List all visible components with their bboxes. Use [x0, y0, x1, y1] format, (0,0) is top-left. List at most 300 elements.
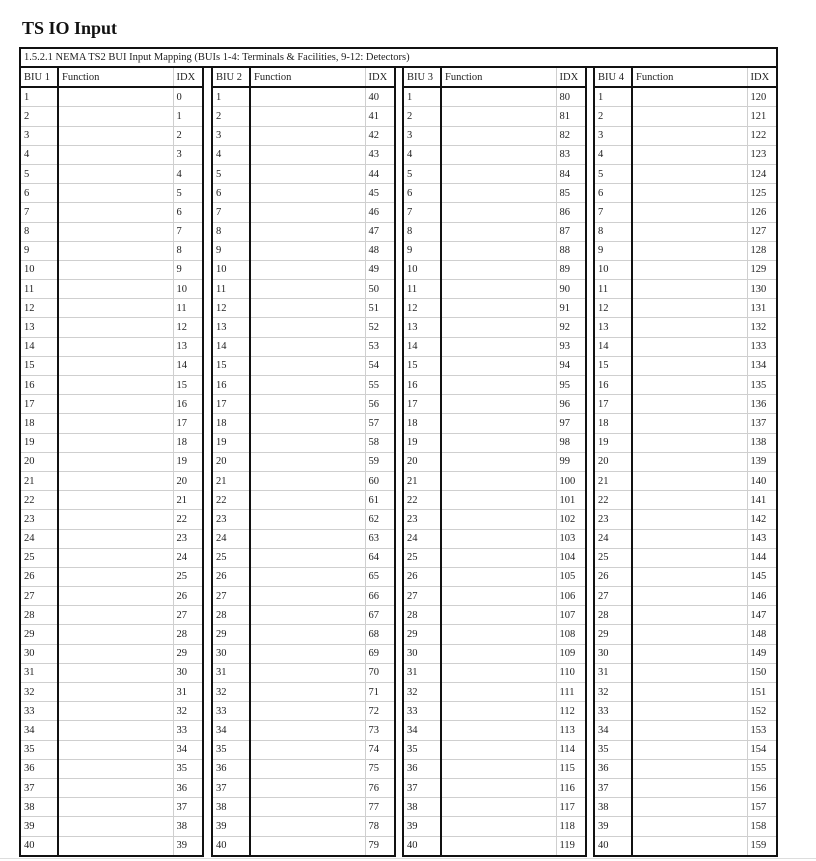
- function-cell[interactable]: [441, 222, 556, 241]
- function-cell[interactable]: [441, 241, 556, 260]
- idx-cell: 22: [173, 510, 203, 529]
- function-cell[interactable]: [250, 510, 365, 529]
- function-cell[interactable]: [250, 318, 365, 337]
- group-gap: [586, 702, 594, 721]
- biu-input-number: 19: [212, 433, 250, 452]
- function-cell[interactable]: [250, 376, 365, 395]
- idx-cell: 152: [747, 702, 777, 721]
- function-cell[interactable]: [441, 606, 556, 625]
- function-cell[interactable]: [632, 395, 747, 414]
- function-cell[interactable]: [632, 241, 747, 260]
- biu-input-number: 19: [594, 433, 632, 452]
- biu-input-number: 38: [594, 798, 632, 817]
- function-cell[interactable]: [441, 683, 556, 702]
- biu-input-number: 4: [20, 145, 58, 164]
- biu-input-number: 33: [212, 702, 250, 721]
- idx-cell: 136: [747, 395, 777, 414]
- function-cell[interactable]: [441, 510, 556, 529]
- function-cell[interactable]: [632, 644, 747, 663]
- function-cell[interactable]: [441, 260, 556, 279]
- idx-cell: 14: [173, 356, 203, 375]
- function-cell[interactable]: [441, 164, 556, 183]
- function-cell[interactable]: [58, 395, 173, 414]
- biu-input-number: 15: [212, 356, 250, 375]
- biu-input-number: 6: [594, 184, 632, 203]
- function-cell[interactable]: [58, 817, 173, 836]
- function-cell[interactable]: [632, 491, 747, 510]
- biu-input-number: 16: [594, 376, 632, 395]
- function-cell[interactable]: [250, 471, 365, 490]
- function-cell[interactable]: [58, 452, 173, 471]
- biu-input-number: 16: [20, 376, 58, 395]
- idx-cell: 137: [747, 414, 777, 433]
- idx-cell: 117: [556, 798, 586, 817]
- idx-cell: 82: [556, 126, 586, 145]
- function-cell[interactable]: [58, 356, 173, 375]
- group-gap: [395, 798, 403, 817]
- function-cell[interactable]: [250, 740, 365, 759]
- biu-input-number: 15: [594, 356, 632, 375]
- idx-cell: 57: [365, 414, 395, 433]
- function-cell[interactable]: [632, 87, 747, 107]
- idx-cell: 31: [173, 683, 203, 702]
- idx-cell: 80: [556, 87, 586, 107]
- biu-input-number: 28: [20, 606, 58, 625]
- function-cell[interactable]: [632, 721, 747, 740]
- function-cell[interactable]: [441, 337, 556, 356]
- function-cell[interactable]: [632, 471, 747, 490]
- function-cell[interactable]: [58, 625, 173, 644]
- function-cell[interactable]: [250, 567, 365, 586]
- group-gap: [203, 625, 212, 644]
- idx-cell: 139: [747, 452, 777, 471]
- function-cell[interactable]: [632, 836, 747, 856]
- function-cell[interactable]: [58, 663, 173, 682]
- group-gap: [203, 644, 212, 663]
- idx-cell: 62: [365, 510, 395, 529]
- function-cell[interactable]: [441, 663, 556, 682]
- function-cell[interactable]: [441, 836, 556, 856]
- function-cell[interactable]: [58, 683, 173, 702]
- group-gap: [203, 471, 212, 490]
- function-cell[interactable]: [632, 376, 747, 395]
- function-cell[interactable]: [441, 529, 556, 548]
- function-cell[interactable]: [250, 759, 365, 778]
- function-cell[interactable]: [58, 222, 173, 241]
- group-gap: [395, 67, 403, 87]
- function-cell[interactable]: [250, 625, 365, 644]
- function-cell[interactable]: [632, 356, 747, 375]
- function-cell[interactable]: [441, 721, 556, 740]
- table-caption-row: [20, 48, 777, 67]
- idx-cell: 11: [173, 299, 203, 318]
- group-gap: [395, 606, 403, 625]
- function-cell[interactable]: [632, 145, 747, 164]
- function-cell[interactable]: [58, 778, 173, 797]
- idx-cell: 99: [556, 452, 586, 471]
- function-cell[interactable]: [250, 702, 365, 721]
- table-row: [20, 356, 777, 375]
- function-cell[interactable]: [58, 184, 173, 203]
- function-cell[interactable]: [632, 318, 747, 337]
- idx-cell: 58: [365, 433, 395, 452]
- group-gap: [203, 817, 212, 836]
- function-cell[interactable]: [250, 817, 365, 836]
- biu-input-number: 11: [403, 280, 441, 299]
- biu-input-number: 12: [594, 299, 632, 318]
- biu-input-number: 15: [403, 356, 441, 375]
- function-cell[interactable]: [632, 702, 747, 721]
- idx-cell: 26: [173, 587, 203, 606]
- idx-cell: 8: [173, 241, 203, 260]
- biu-input-number: 26: [594, 567, 632, 586]
- idx-cell: 73: [365, 721, 395, 740]
- function-cell[interactable]: [58, 759, 173, 778]
- function-cell[interactable]: [58, 241, 173, 260]
- group-gap: [395, 702, 403, 721]
- idx-cell: 95: [556, 376, 586, 395]
- function-cell[interactable]: [250, 836, 365, 856]
- function-cell[interactable]: [441, 395, 556, 414]
- biu-input-number: 24: [403, 529, 441, 548]
- biu-input-number: 36: [594, 759, 632, 778]
- function-cell[interactable]: [250, 395, 365, 414]
- function-cell[interactable]: [632, 107, 747, 126]
- function-cell[interactable]: [441, 280, 556, 299]
- biu-input-number: 4: [594, 145, 632, 164]
- idx-cell: 121: [747, 107, 777, 126]
- page-divider: [0, 858, 816, 859]
- function-cell[interactable]: [441, 318, 556, 337]
- group-gap: [586, 299, 594, 318]
- biu-input-number: 25: [403, 548, 441, 567]
- function-cell[interactable]: [632, 683, 747, 702]
- function-cell[interactable]: [58, 644, 173, 663]
- idx-cell: 140: [747, 471, 777, 490]
- function-cell[interactable]: [632, 164, 747, 183]
- function-cell[interactable]: [250, 184, 365, 203]
- idx-cell: 143: [747, 529, 777, 548]
- function-cell[interactable]: [441, 145, 556, 164]
- function-cell[interactable]: [58, 337, 173, 356]
- biu-input-number: 39: [20, 817, 58, 836]
- function-cell[interactable]: [58, 798, 173, 817]
- function-cell[interactable]: [441, 452, 556, 471]
- group-gap: [586, 126, 594, 145]
- function-cell[interactable]: [58, 164, 173, 183]
- function-cell[interactable]: [58, 414, 173, 433]
- function-cell[interactable]: [58, 548, 173, 567]
- table-row: [20, 548, 777, 567]
- function-cell[interactable]: [250, 260, 365, 279]
- function-cell[interactable]: [250, 663, 365, 682]
- biu-input-number: 36: [20, 759, 58, 778]
- function-cell[interactable]: [441, 184, 556, 203]
- function-cell[interactable]: [632, 203, 747, 222]
- function-cell[interactable]: [441, 433, 556, 452]
- function-cell[interactable]: [441, 740, 556, 759]
- function-cell[interactable]: [58, 145, 173, 164]
- biu-input-number: 5: [403, 164, 441, 183]
- group-gap: [586, 587, 594, 606]
- table-row: [20, 798, 777, 817]
- group-gap: [586, 414, 594, 433]
- biu-input-number: 10: [212, 260, 250, 279]
- function-cell[interactable]: [58, 721, 173, 740]
- function-cell[interactable]: [632, 414, 747, 433]
- function-cell[interactable]: [250, 548, 365, 567]
- idx-cell: 83: [556, 145, 586, 164]
- group-gap: [395, 337, 403, 356]
- function-cell[interactable]: [58, 567, 173, 586]
- function-cell[interactable]: [441, 798, 556, 817]
- function-cell[interactable]: [250, 356, 365, 375]
- function-cell[interactable]: [632, 510, 747, 529]
- function-cell[interactable]: [441, 759, 556, 778]
- function-cell[interactable]: [632, 606, 747, 625]
- group-gap: [203, 87, 212, 107]
- function-cell[interactable]: [441, 126, 556, 145]
- function-cell[interactable]: [58, 203, 173, 222]
- function-cell[interactable]: [632, 663, 747, 682]
- function-cell[interactable]: [58, 587, 173, 606]
- function-cell[interactable]: [250, 337, 365, 356]
- function-cell[interactable]: [58, 280, 173, 299]
- biu-input-number: 20: [212, 452, 250, 471]
- function-cell[interactable]: [250, 798, 365, 817]
- function-cell[interactable]: [632, 184, 747, 203]
- biu-input-number: 17: [594, 395, 632, 414]
- idx-cell: 76: [365, 778, 395, 797]
- function-cell[interactable]: [632, 529, 747, 548]
- function-cell[interactable]: [441, 376, 556, 395]
- idx-cell: 103: [556, 529, 586, 548]
- table-row: [20, 491, 777, 510]
- idx-cell: 7: [173, 222, 203, 241]
- group-gap: [203, 548, 212, 567]
- function-cell[interactable]: [441, 587, 556, 606]
- function-cell[interactable]: [441, 817, 556, 836]
- group-gap: [203, 164, 212, 183]
- biu-input-number: 9: [20, 241, 58, 260]
- function-cell[interactable]: [632, 260, 747, 279]
- biu-input-number: 7: [212, 203, 250, 222]
- function-cell[interactable]: [632, 280, 747, 299]
- biu-input-number: 12: [212, 299, 250, 318]
- function-cell[interactable]: [441, 548, 556, 567]
- function-cell[interactable]: [250, 587, 365, 606]
- function-cell[interactable]: [250, 452, 365, 471]
- function-cell[interactable]: [632, 452, 747, 471]
- header-function: Function: [441, 67, 556, 87]
- function-cell[interactable]: [58, 107, 173, 126]
- function-cell[interactable]: [58, 299, 173, 318]
- function-cell[interactable]: [250, 644, 365, 663]
- function-cell[interactable]: [441, 471, 556, 490]
- function-cell[interactable]: [441, 203, 556, 222]
- function-cell[interactable]: [250, 203, 365, 222]
- idx-cell: 72: [365, 702, 395, 721]
- group-gap: [395, 510, 403, 529]
- group-gap: [203, 376, 212, 395]
- biu-input-number: 24: [594, 529, 632, 548]
- function-cell[interactable]: [250, 433, 365, 452]
- function-cell[interactable]: [250, 414, 365, 433]
- biu-input-number: 24: [20, 529, 58, 548]
- function-cell[interactable]: [441, 299, 556, 318]
- table-row: [20, 433, 777, 452]
- function-cell[interactable]: [58, 702, 173, 721]
- function-cell[interactable]: [632, 337, 747, 356]
- idx-cell: 150: [747, 663, 777, 682]
- function-cell[interactable]: [441, 356, 556, 375]
- biu-input-number: 27: [403, 587, 441, 606]
- group-gap: [586, 625, 594, 644]
- function-cell[interactable]: [58, 126, 173, 145]
- biu-input-number: 9: [594, 241, 632, 260]
- table-row: [20, 702, 777, 721]
- biu-input-number: 35: [594, 740, 632, 759]
- function-cell[interactable]: [250, 280, 365, 299]
- header-idx: IDX: [556, 67, 586, 87]
- function-cell[interactable]: [250, 222, 365, 241]
- group-gap: [395, 663, 403, 682]
- idx-cell: 74: [365, 740, 395, 759]
- function-cell[interactable]: [250, 107, 365, 126]
- function-cell[interactable]: [250, 778, 365, 797]
- function-cell[interactable]: [250, 529, 365, 548]
- idx-cell: 59: [365, 452, 395, 471]
- group-gap: [586, 721, 594, 740]
- function-cell[interactable]: [441, 491, 556, 510]
- table-row: [20, 126, 777, 145]
- function-cell[interactable]: [250, 87, 365, 107]
- idx-cell: 9: [173, 260, 203, 279]
- function-cell[interactable]: [58, 318, 173, 337]
- biu-input-number: 7: [594, 203, 632, 222]
- function-cell[interactable]: [250, 683, 365, 702]
- function-cell[interactable]: [250, 241, 365, 260]
- function-cell[interactable]: [632, 778, 747, 797]
- function-cell[interactable]: [441, 87, 556, 107]
- idx-cell: 144: [747, 548, 777, 567]
- idx-cell: 49: [365, 260, 395, 279]
- idx-cell: 68: [365, 625, 395, 644]
- function-cell[interactable]: [441, 644, 556, 663]
- biu-input-number: 15: [20, 356, 58, 375]
- header-idx: IDX: [173, 67, 203, 87]
- biu-input-number: 23: [212, 510, 250, 529]
- function-cell[interactable]: [632, 126, 747, 145]
- function-cell[interactable]: [250, 145, 365, 164]
- function-cell[interactable]: [441, 702, 556, 721]
- function-cell[interactable]: [58, 491, 173, 510]
- group-gap: [395, 87, 403, 107]
- function-cell[interactable]: [632, 299, 747, 318]
- function-cell[interactable]: [250, 721, 365, 740]
- function-cell[interactable]: [632, 433, 747, 452]
- function-cell[interactable]: [632, 625, 747, 644]
- biu-input-number: 13: [212, 318, 250, 337]
- function-cell[interactable]: [58, 433, 173, 452]
- function-cell[interactable]: [58, 606, 173, 625]
- function-cell[interactable]: [632, 587, 747, 606]
- function-cell[interactable]: [250, 299, 365, 318]
- idx-cell: 69: [365, 644, 395, 663]
- function-cell[interactable]: [58, 87, 173, 107]
- idx-cell: 104: [556, 548, 586, 567]
- function-cell[interactable]: [250, 126, 365, 145]
- function-cell[interactable]: [441, 778, 556, 797]
- function-cell[interactable]: [58, 836, 173, 856]
- function-cell[interactable]: [632, 798, 747, 817]
- biu-input-number: 28: [403, 606, 441, 625]
- group-gap: [395, 683, 403, 702]
- idx-cell: 24: [173, 548, 203, 567]
- function-cell[interactable]: [632, 548, 747, 567]
- idx-cell: 145: [747, 567, 777, 586]
- idx-cell: 12: [173, 318, 203, 337]
- function-cell[interactable]: [632, 222, 747, 241]
- function-cell[interactable]: [632, 740, 747, 759]
- function-cell[interactable]: [58, 376, 173, 395]
- function-cell[interactable]: [441, 414, 556, 433]
- biu-input-number: 14: [594, 337, 632, 356]
- function-cell[interactable]: [58, 260, 173, 279]
- group-gap: [395, 740, 403, 759]
- biu-input-number: 34: [212, 721, 250, 740]
- function-cell[interactable]: [632, 817, 747, 836]
- function-cell[interactable]: [250, 606, 365, 625]
- idx-cell: 29: [173, 644, 203, 663]
- biu-input-number: 9: [212, 241, 250, 260]
- idx-cell: 107: [556, 606, 586, 625]
- group-gap: [203, 740, 212, 759]
- function-cell[interactable]: [441, 567, 556, 586]
- function-cell[interactable]: [632, 759, 747, 778]
- idx-cell: 46: [365, 203, 395, 222]
- idx-cell: 42: [365, 126, 395, 145]
- function-cell[interactable]: [58, 471, 173, 490]
- idx-cell: 3: [173, 145, 203, 164]
- biu-input-number: 31: [20, 663, 58, 682]
- function-cell[interactable]: [58, 510, 173, 529]
- group-gap: [586, 222, 594, 241]
- idx-cell: 6: [173, 203, 203, 222]
- biu-input-number: 20: [594, 452, 632, 471]
- idx-cell: 30: [173, 663, 203, 682]
- function-cell[interactable]: [441, 625, 556, 644]
- function-cell[interactable]: [441, 107, 556, 126]
- table-row: [20, 184, 777, 203]
- biu-input-number: 3: [212, 126, 250, 145]
- function-cell[interactable]: [250, 491, 365, 510]
- idx-cell: 27: [173, 606, 203, 625]
- header-idx: IDX: [365, 67, 395, 87]
- idx-cell: 114: [556, 740, 586, 759]
- idx-cell: 70: [365, 663, 395, 682]
- function-cell[interactable]: [250, 164, 365, 183]
- function-cell[interactable]: [632, 567, 747, 586]
- group-gap: [395, 203, 403, 222]
- idx-cell: 111: [556, 683, 586, 702]
- function-cell[interactable]: [58, 529, 173, 548]
- header-function: Function: [250, 67, 365, 87]
- idx-cell: 35: [173, 759, 203, 778]
- idx-cell: 138: [747, 433, 777, 452]
- group-gap: [395, 644, 403, 663]
- function-cell[interactable]: [58, 740, 173, 759]
